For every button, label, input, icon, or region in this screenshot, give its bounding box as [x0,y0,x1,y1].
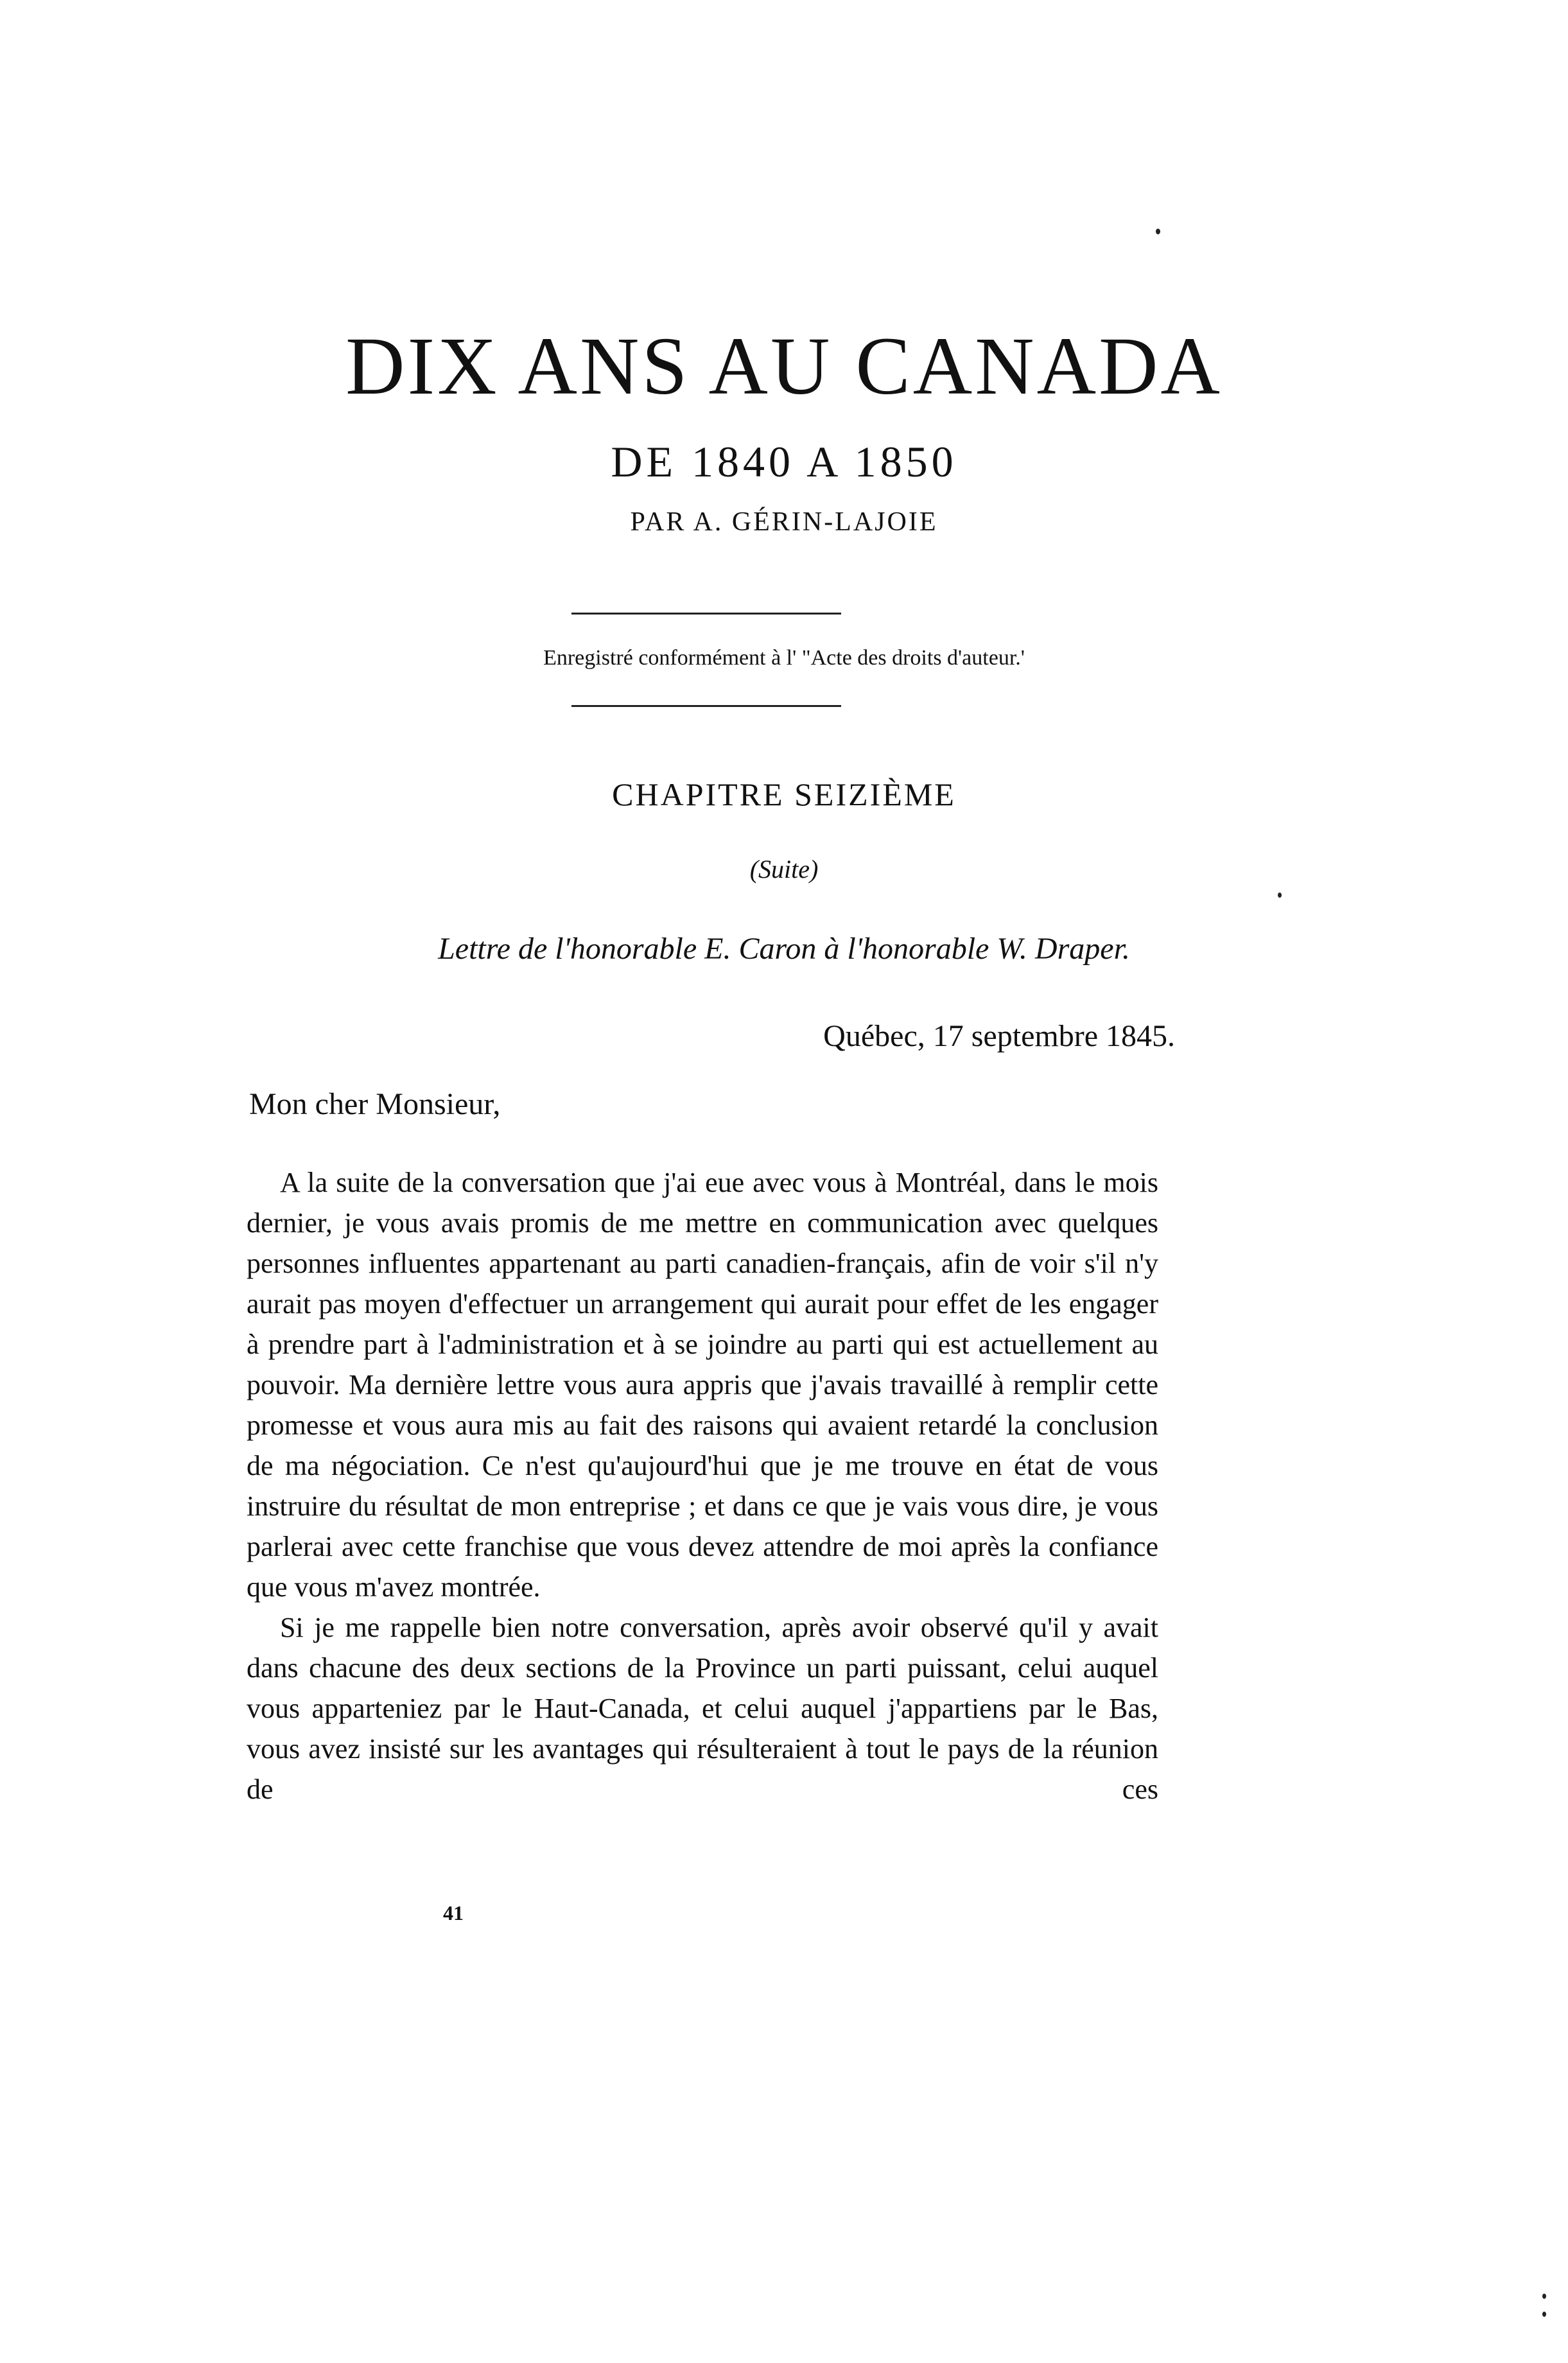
print-speck [1278,893,1282,898]
page-number: 41 [443,1901,464,1924]
print-speck [1542,2294,1546,2299]
body-paragraph: Si je me rappelle bien notre conversation, après avoir observé qu'il y avait dans chacune des deux sections de la Province un parti puissant, celui auquel vous apparteniez par le Haut-Canada, et celui auquel j'appartiens par le Bas, vous avez insisté sur les avantages qui résulteraient à tout le pays de la réunion de ces [247,1612,1158,1805]
copyright-notice: Enregistré conformément à l' "Acte des droits d'auteur.' [543,646,1025,670]
letter-dateline: Québec, 17 septembre 1845. [823,1019,1175,1053]
document-title: DIX ANS AU CANADA [345,320,1223,412]
body-paragraph: A la suite de la conversation que j'ai eue avec vous à Montréal, dans le mois dernier, je vous avais promis de me mettre en communication avec quelques personnes influentes appartenant au parti canadien-français, afin de voir s'il n'y aurait pas moyen d'effectuer un arrangement qui aurait pour effet de les engager à prendre part à l'administration et à se joindre au parti qui est actuellement au pouvoir. Ma dernière lettre vous aura appris que j'avais travaillé à remplir cette promesse et vous aura mis au fait des raisons qui avaient retardé la conclusion de ma négociation. Ce n'est qu'aujourd'hui que je me trouve en état de vous instruire du résultat de mon entreprise ; et dans ce que je vais vous dire, je vous parlerai avec cette franchise que vous devez attendre de moi après la confiance que vous m'avez montrée. [247,1167,1158,1603]
chapter-heading: CHAPITRE SEIZIÈME [612,776,956,812]
divider-rule [571,613,841,615]
chapter-continuation: (Suite) [749,855,819,884]
letter-salutation: Mon cher Monsieur, [249,1087,501,1121]
letter-body [247,1162,1158,1809]
document-subtitle: DE 1840 A 1850 [611,437,957,486]
print-speck [1542,2312,1546,2317]
divider-rule [571,705,841,707]
letter-title: Lettre de l'honorable E. Caron à l'honorable W. Draper. [438,932,1130,966]
print-speck [1156,229,1160,234]
document-author: PAR A. GÉRIN-LAJOIE [630,507,938,537]
